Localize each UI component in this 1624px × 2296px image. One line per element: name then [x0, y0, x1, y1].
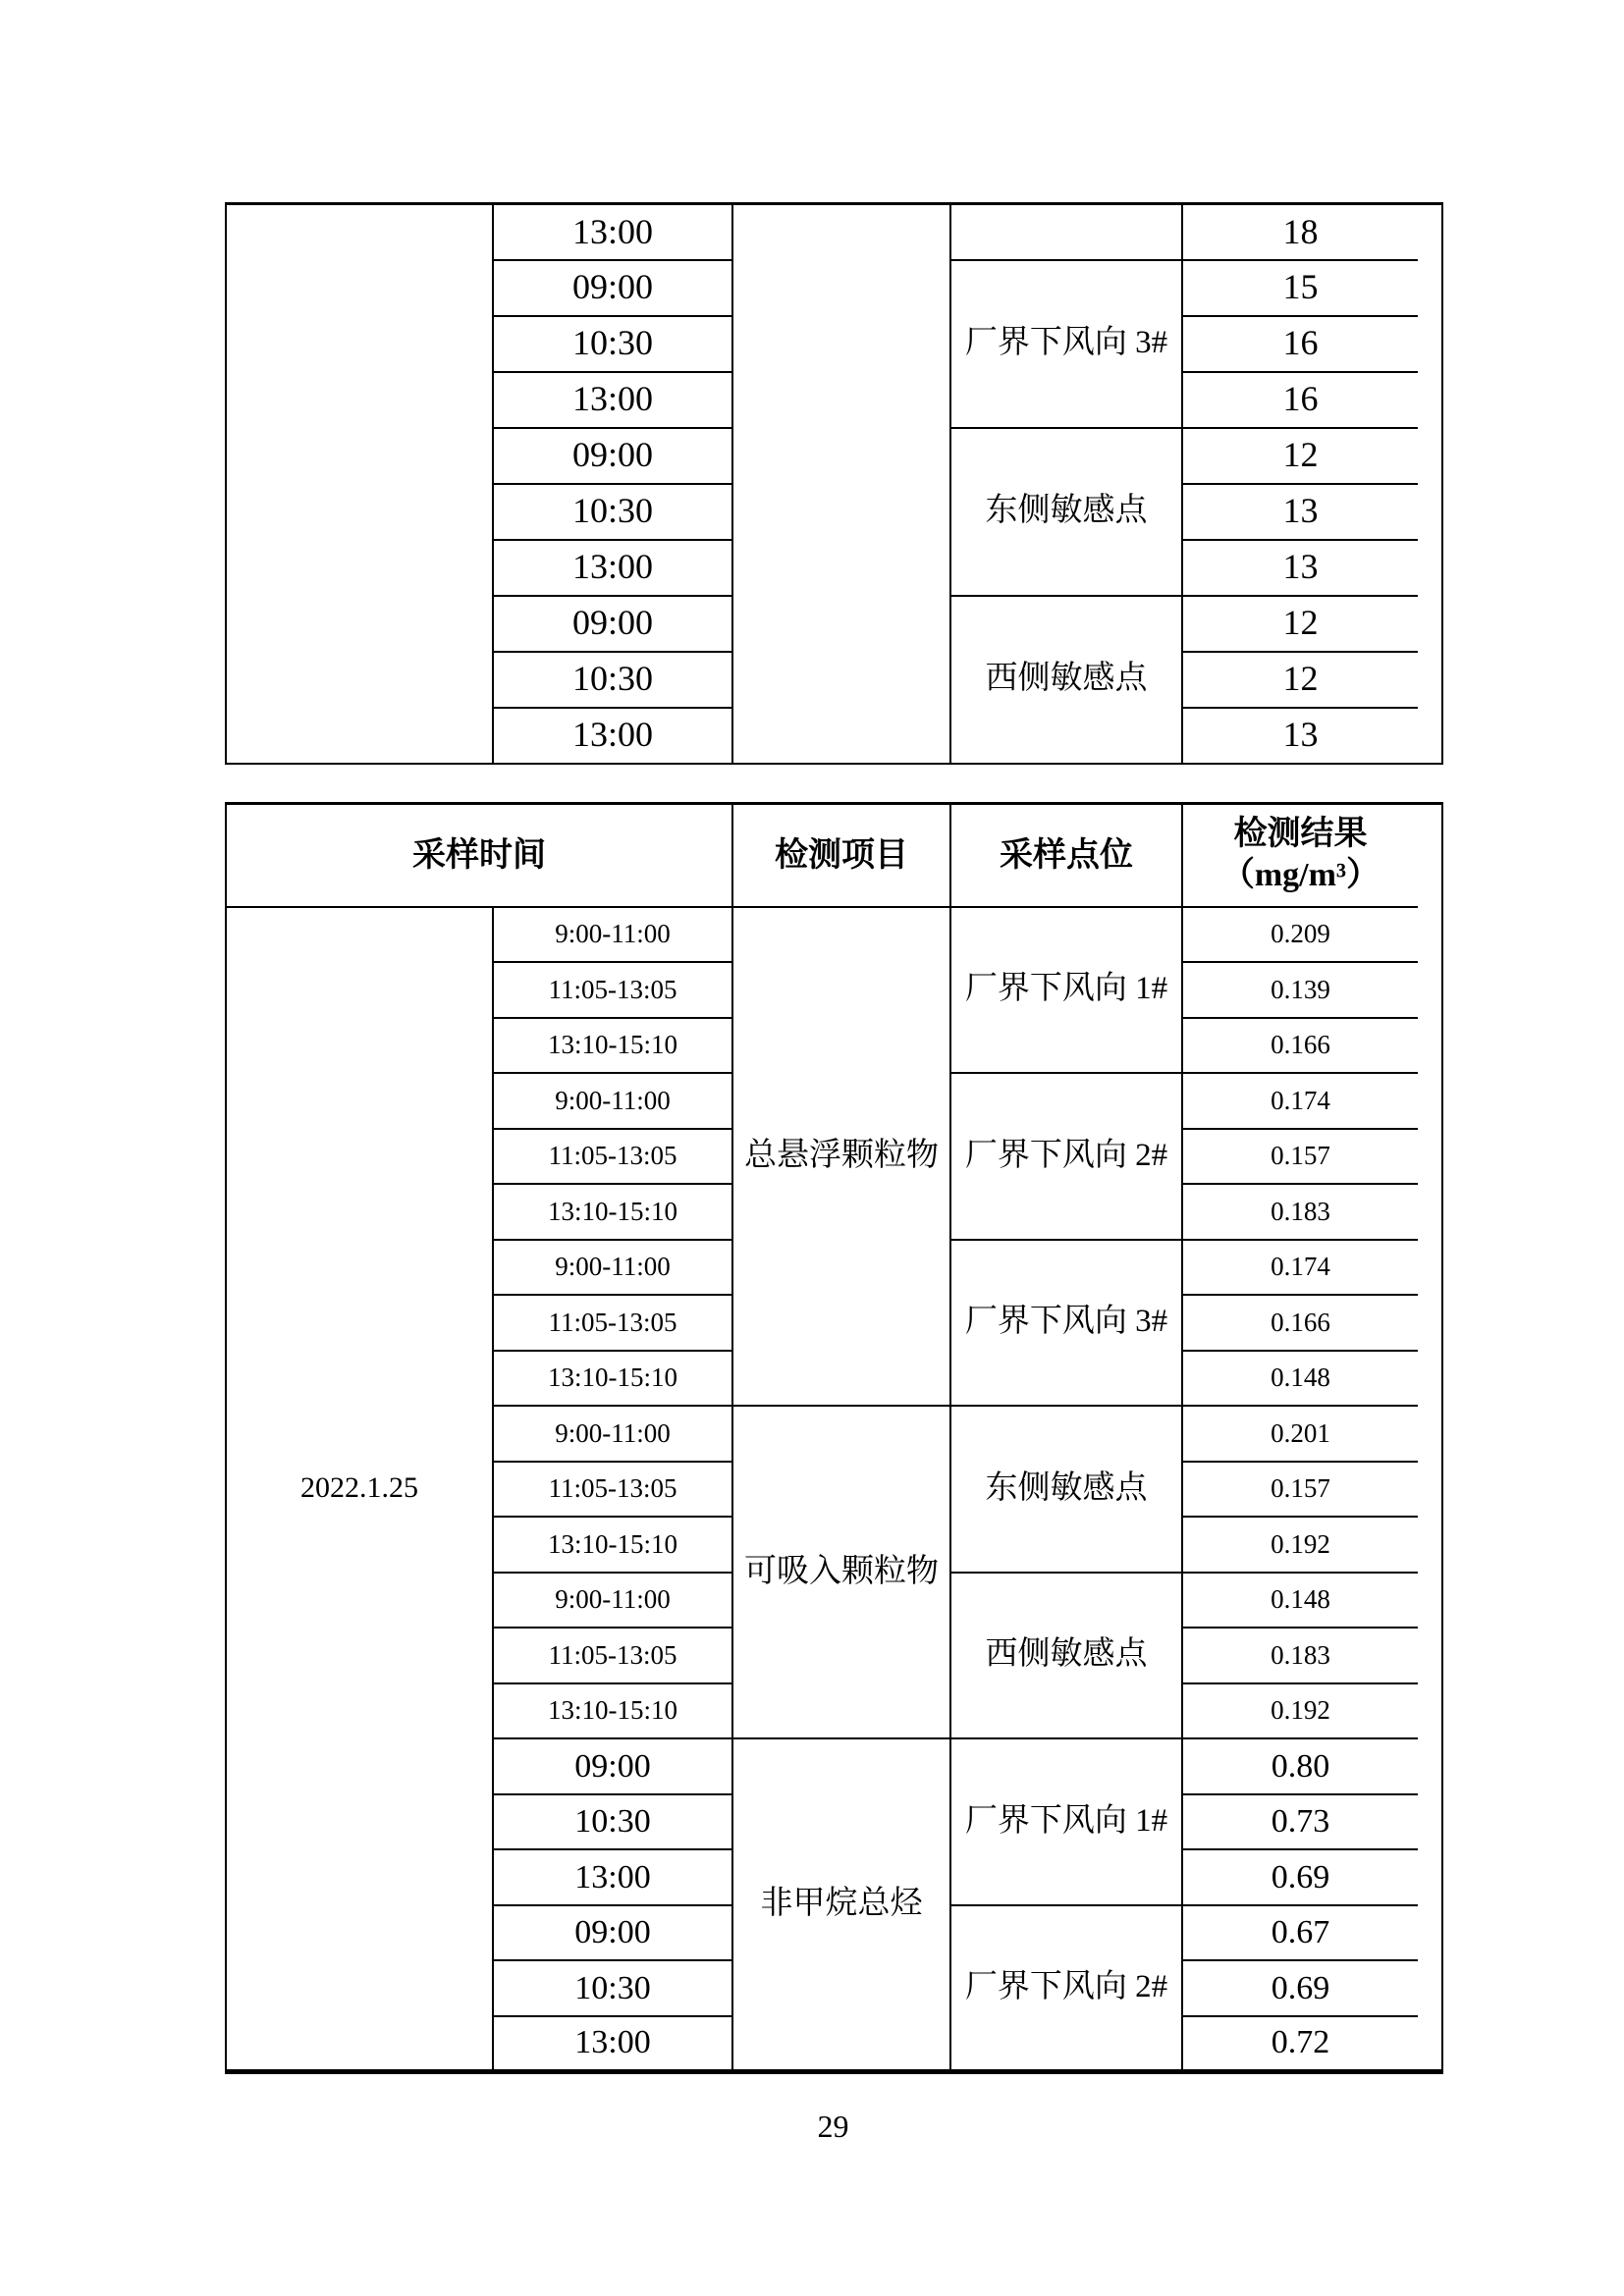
sampling-point-cell: 厂界下风向 3# — [950, 260, 1182, 428]
result-value-cell: 0.174 — [1182, 1073, 1418, 1129]
sampling-point-cell: 厂界下风向 2# — [950, 1905, 1182, 2072]
result-value-cell: 15 — [1182, 260, 1418, 316]
result-value-cell: 18 — [1182, 204, 1418, 260]
header-result-label: 检测结果 — [1233, 815, 1368, 852]
sampling-point-cell: 东侧敏感点 — [950, 1406, 1182, 1573]
result-value-cell: 13 — [1182, 540, 1418, 596]
header-sampling-time: 采样时间 — [226, 804, 732, 907]
result-value-cell: 12 — [1182, 428, 1418, 484]
result-value-cell: 0.166 — [1182, 1018, 1418, 1074]
sampling-time-cell: 09:00 — [493, 596, 732, 652]
result-value-cell: 0.69 — [1182, 1960, 1418, 2016]
header-result-unit: （mg/m³） — [1220, 857, 1380, 894]
page-number: 29 — [817, 2109, 849, 2144]
result-value-cell: 0.192 — [1182, 1517, 1418, 1573]
sampling-time-cell: 10:30 — [493, 1794, 732, 1850]
sampling-point-cell: 厂界下风向 3# — [950, 1240, 1182, 1407]
sampling-time-cell: 13:00 — [493, 708, 732, 764]
result-value-cell: 0.192 — [1182, 1683, 1418, 1739]
sampling-time-cell: 11:05-13:05 — [493, 962, 732, 1018]
sampling-time-cell: 10:30 — [493, 484, 732, 540]
header-detect-item: 检测项目 — [732, 804, 950, 907]
sampling-point-cell: 厂界下风向 1# — [950, 1738, 1182, 1905]
result-value-cell: 0.67 — [1182, 1905, 1418, 1961]
result-value-cell: 0.201 — [1182, 1406, 1418, 1462]
sampling-time-cell: 09:00 — [493, 260, 732, 316]
result-value-cell: 12 — [1182, 652, 1418, 708]
result-value-cell: 12 — [1182, 596, 1418, 652]
sampling-time-cell: 9:00-11:00 — [493, 1406, 732, 1462]
result-value-cell: 0.139 — [1182, 962, 1418, 1018]
result-value-cell: 0.183 — [1182, 1184, 1418, 1240]
date-cell — [226, 204, 493, 764]
sampling-point-cell: 西侧敏感点 — [950, 596, 1182, 764]
sampling-time-cell: 9:00-11:00 — [493, 907, 732, 963]
spacer-cell — [1418, 804, 1442, 2072]
sampling-time-cell: 13:00 — [493, 1849, 732, 1905]
sampling-time-cell: 9:00-11:00 — [493, 1573, 732, 1629]
sampling-point-cell: 厂界下风向 2# — [950, 1073, 1182, 1240]
result-value-cell: 13 — [1182, 708, 1418, 764]
result-value-cell: 16 — [1182, 372, 1418, 428]
result-value-cell: 0.73 — [1182, 1794, 1418, 1850]
sampling-time-cell: 13:00 — [493, 540, 732, 596]
result-value-cell: 0.174 — [1182, 1240, 1418, 1296]
sampling-time-cell: 13:10-15:10 — [493, 1018, 732, 1074]
spacer-cell — [1418, 204, 1442, 764]
result-value-cell: 0.148 — [1182, 1573, 1418, 1629]
sampling-time-cell: 11:05-13:05 — [493, 1129, 732, 1185]
result-value-cell: 0.166 — [1182, 1295, 1418, 1351]
sampling-time-cell: 10:30 — [493, 1960, 732, 2016]
detect-item-cell: 总悬浮颗粒物 — [732, 907, 950, 1407]
result-value-cell: 0.209 — [1182, 907, 1418, 963]
sampling-time-cell: 10:30 — [493, 316, 732, 372]
sampling-time-cell: 13:10-15:10 — [493, 1683, 732, 1739]
result-value-cell: 0.69 — [1182, 1849, 1418, 1905]
result-value-cell: 16 — [1182, 316, 1418, 372]
detect-item-cell — [732, 204, 950, 764]
result-value-cell: 0.157 — [1182, 1462, 1418, 1518]
result-value-cell: 13 — [1182, 484, 1418, 540]
sampling-time-cell: 13:00 — [493, 204, 732, 260]
sampling-point-cell — [950, 204, 1182, 260]
sampling-time-cell: 13:00 — [493, 372, 732, 428]
header-sampling-point: 采样点位 — [950, 804, 1182, 907]
sampling-time-cell: 10:30 — [493, 652, 732, 708]
sampling-time-cell: 13:10-15:10 — [493, 1351, 732, 1407]
sampling-time-cell: 11:05-13:05 — [493, 1295, 732, 1351]
result-value-cell: 0.157 — [1182, 1129, 1418, 1185]
monitoring-table-continued — [225, 202, 1443, 765]
sampling-time-cell: 09:00 — [493, 428, 732, 484]
table-row — [226, 204, 1442, 260]
sampling-time-cell: 11:05-13:05 — [493, 1628, 732, 1683]
sampling-point-cell: 东侧敏感点 — [950, 428, 1182, 596]
detect-item-cell: 非甲烷总烃 — [732, 1738, 950, 2071]
sampling-time-cell: 13:10-15:10 — [493, 1184, 732, 1240]
result-value-cell: 0.72 — [1182, 2016, 1418, 2072]
sampling-point-cell: 西侧敏感点 — [950, 1573, 1182, 1739]
sampling-time-cell: 09:00 — [493, 1738, 732, 1794]
result-value-cell: 0.148 — [1182, 1351, 1418, 1407]
sampling-time-cell: 09:00 — [493, 1905, 732, 1961]
result-value-cell: 0.183 — [1182, 1628, 1418, 1683]
sampling-time-cell: 9:00-11:00 — [493, 1240, 732, 1296]
sampling-time-cell: 13:10-15:10 — [493, 1517, 732, 1573]
sampling-time-cell: 11:05-13:05 — [493, 1462, 732, 1518]
table-row — [226, 907, 1442, 963]
date-cell: 2022.1.25 — [226, 907, 493, 2072]
monitoring-table — [225, 802, 1443, 2074]
sampling-time-cell: 13:00 — [493, 2016, 732, 2072]
table-header-row — [226, 804, 1442, 907]
result-value-cell: 0.80 — [1182, 1738, 1418, 1794]
sampling-time-cell: 9:00-11:00 — [493, 1073, 732, 1129]
header-result — [1182, 804, 1418, 907]
sampling-point-cell: 厂界下风向 1# — [950, 907, 1182, 1074]
detect-item-cell: 可吸入颗粒物 — [732, 1406, 950, 1738]
